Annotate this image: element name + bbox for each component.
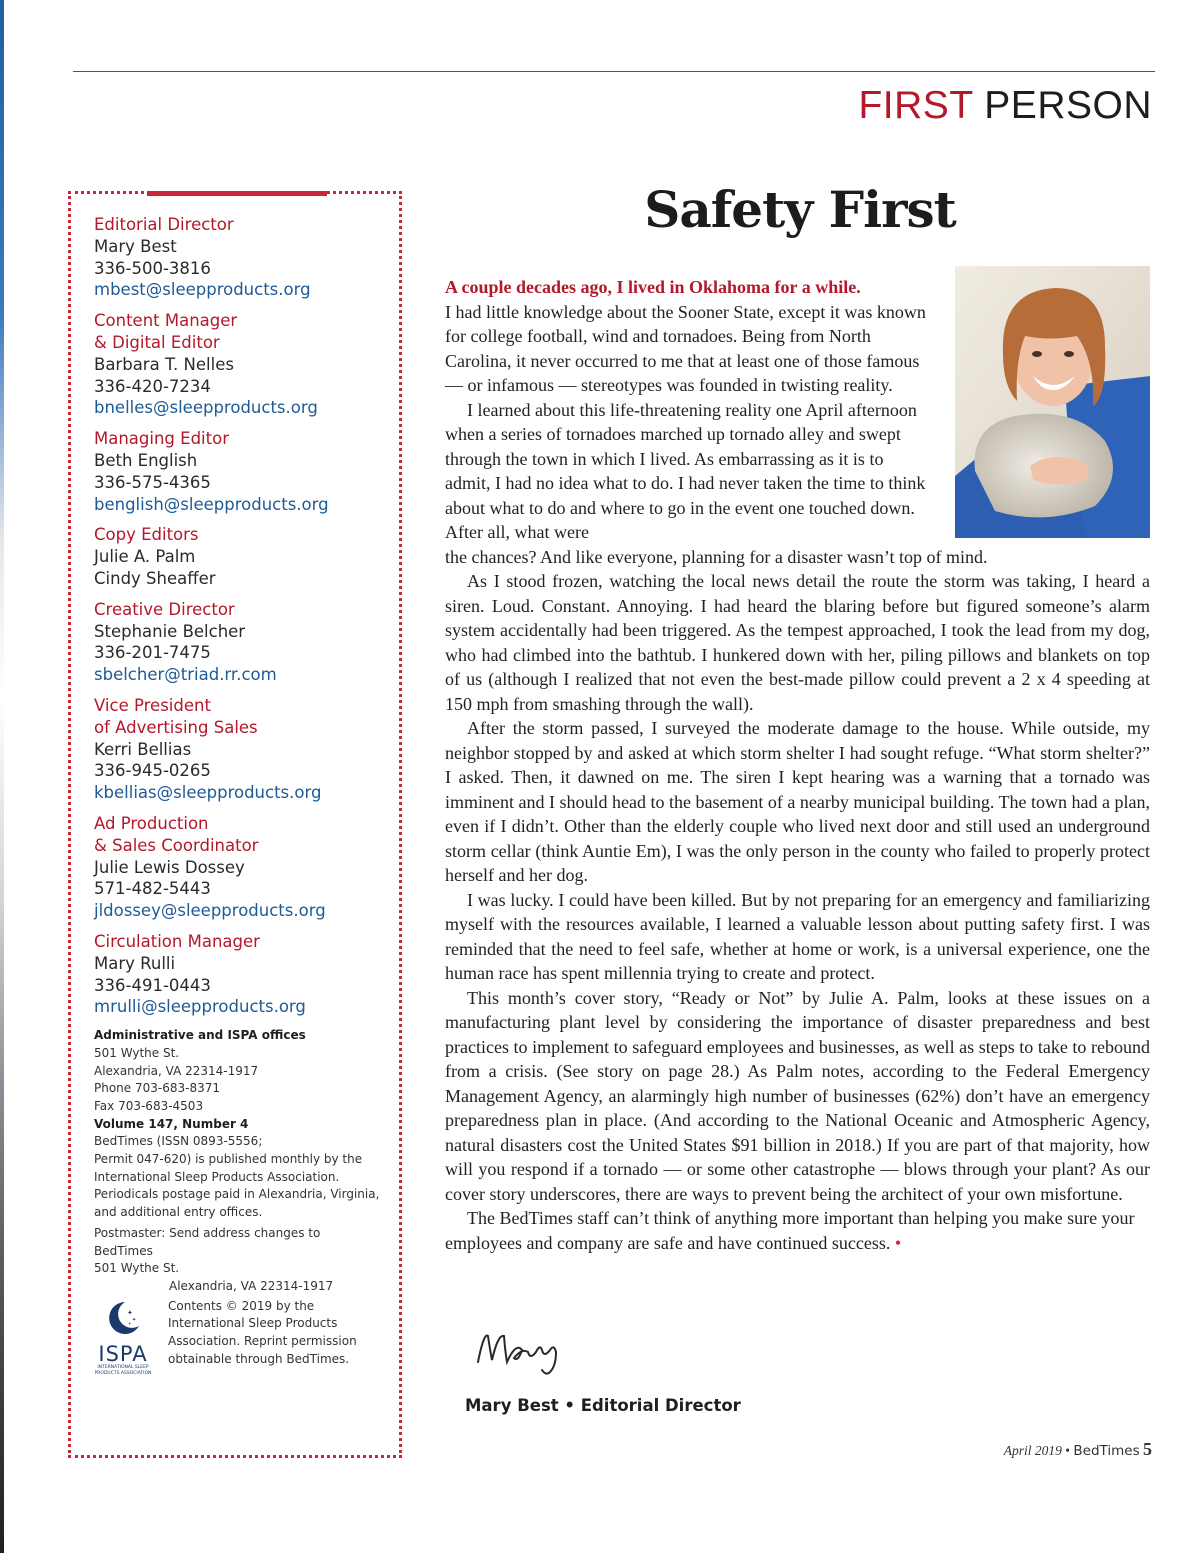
publication-line: BedTimes (ISSN 0893-5556;: [94, 1134, 263, 1149]
staff-detail: 336-500-3816: [94, 258, 211, 278]
ispa-credit: [94, 1298, 391, 1377]
staff-detail: Julie Lewis Dossey: [94, 857, 245, 877]
article-paragraph: I was lucky. I could have been killed. But by not preparing for an emergency and familiarizing myself with the resources available, I learned a valuable lesson about putting safety first. I was reminded that the need to feel safe, whether at home or work, is a universal experience, one the human race has spent millennia trying to create and protect.: [445, 889, 1150, 983]
page-number: 5: [1143, 1439, 1152, 1459]
postmaster-line: Postmaster: Send address changes to: [94, 1225, 321, 1240]
section-header-second: PERSON: [984, 84, 1152, 127]
volume-number: Volume 147, Number 4: [94, 1116, 249, 1131]
svg-text:✦: ✦: [132, 1316, 137, 1323]
footer-separator: •: [1065, 1443, 1071, 1458]
staff-entry: [94, 524, 391, 589]
section-header: [858, 84, 1152, 128]
postmaster-line: 501 Wythe St.: [94, 1261, 180, 1276]
staff-detail: 336-201-7475: [94, 643, 211, 663]
staff-role: & Digital Editor: [94, 332, 220, 352]
publication-line: Periodicals postage paid in Alexandria, Virginia,: [94, 1187, 380, 1202]
staff-detail: Barbara T. Nelles: [94, 354, 234, 374]
page-edge-strip: [0, 0, 4, 1553]
staff-entry: [94, 931, 391, 1018]
page-footer: [1004, 1439, 1152, 1460]
staff-role: Vice President: [94, 695, 211, 715]
staff-entry: [94, 310, 391, 419]
ispa-wordmark: ISPA: [98, 1342, 148, 1367]
staff-entry: [94, 599, 391, 686]
copyright-line: International Sleep Products: [168, 1316, 338, 1331]
signature-image: [470, 1322, 600, 1377]
publication-line: and additional entry offices.: [94, 1205, 263, 1220]
lead-highlight: A couple decades ago, I lived in Oklahoma for a while.: [445, 277, 861, 297]
staff-detail: Beth English: [94, 450, 198, 470]
copyright-block: [168, 1298, 357, 1369]
sign-off: Mary Best • Editorial Director: [465, 1396, 741, 1415]
ispa-logo: [94, 1298, 152, 1377]
article-title: Safety First: [644, 180, 956, 239]
staff-role: Editorial Director: [94, 215, 234, 234]
ispa-subtext: INTERNATIONAL SLEEP: [97, 1365, 149, 1371]
issue-date: April 2019: [1003, 1443, 1062, 1458]
staff-entry: [94, 813, 391, 922]
staff-detail: Mary Rulli: [94, 953, 176, 973]
staff-role: of Advertising Sales: [94, 717, 258, 737]
staff-email-link[interactable]: mrulli@sleepproducts.org: [94, 997, 306, 1017]
masthead-content: [94, 214, 391, 1376]
copyright-line: Contents © 2019 by the: [168, 1298, 315, 1313]
staff-detail: 336-575-4365: [94, 472, 211, 492]
postmaster-line: BedTimes: [94, 1243, 153, 1258]
staff-list: [94, 214, 391, 1018]
staff-role: Creative Director: [94, 599, 235, 619]
offices-line: Alexandria, VA 22314-1917: [94, 1063, 259, 1078]
article-paragraph: [445, 275, 930, 398]
postmaster-city: Alexandria, VA 22314-1917: [169, 1278, 334, 1293]
moon-stars-icon: [103, 1298, 143, 1338]
staff-detail: 336-420-7234: [94, 376, 211, 396]
staff-role: Ad Production: [94, 813, 209, 833]
staff-entry: [94, 214, 391, 301]
masthead-box: [68, 191, 402, 1458]
staff-email-link[interactable]: kbellias@sleepproducts.org: [94, 783, 322, 803]
staff-detail: Cindy Sheaffer: [94, 568, 216, 588]
staff-entry: [94, 428, 391, 515]
offices-line: 501 Wythe St.: [94, 1045, 180, 1060]
article-paragraph: This month’s cover story, “Ready or Not” by Julie A. Palm, looks at these issues on a manufacturing plant level by considering the importance of disaster preparedness and best practices to implement to safeguard employees and businesses, as well as steps to take to rebound from a crisis. (See story on page 28.) As Palm notes, according to the Federal Emergency Management Agency, an alarmingly high number of businesses (62%) don’t have an emergency preparedness plan in place. (And according to the National Oceanic and Atmospheric Agency, natural disasters cost the United States $91 billion in 2018.) If you are part of that majority, how will you respond if a tornado — or some other catastrophe — blows through your plant? As our cover story underscores, there are ways to prevent being the architect of your own misfortune.: [445, 987, 1150, 1204]
copyright-line: Association. Reprint permission: [168, 1334, 357, 1349]
header-rule: [73, 71, 1155, 72]
staff-detail: 336-945-0265: [94, 761, 211, 781]
closing-text: The BedTimes staff can’t think of anything more important than helping you make sure your employees and company are safe and have continued success.: [445, 1208, 1135, 1253]
copyright-line: obtainable through BedTimes.: [168, 1351, 350, 1366]
offices-line: Fax 703-683-4503: [94, 1098, 204, 1113]
staff-detail: Stephanie Belcher: [94, 621, 246, 641]
staff-role: Content Manager: [94, 311, 238, 331]
staff-email-link[interactable]: jldossey@sleepproducts.org: [94, 901, 326, 921]
staff-email-link[interactable]: sbelcher@triad.rr.com: [94, 665, 277, 685]
ispa-subtext: PRODUCTS ASSOCIATION: [94, 1370, 152, 1376]
staff-email-link[interactable]: bnelles@sleepproducts.org: [94, 398, 318, 418]
staff-detail: 571-482-5443: [94, 879, 211, 899]
section-header-first: FIRST: [858, 84, 973, 127]
article-paragraph: After the storm passed, I surveyed the moderate damage to the house. While outside, my neighbor stopped by and asked at which storm shelter I had sought refuge. “What storm shelter?” I asked. Then, it dawned on me. The siren I kept hearing was a warning that a tornado was imminent and I should head to the basement of a nearby municipal building. The town had a plan, even if I didn’t. Other than the elderly couple who lived next door and still used an underground storm cellar (think Auntie Em), I was the only person in the county who failed to properly protect herself and her dog.: [445, 718, 1150, 885]
end-mark: •: [894, 1232, 902, 1253]
svg-text:✦: ✦: [128, 1320, 132, 1326]
staff-email-link[interactable]: benglish@sleepproducts.org: [94, 494, 329, 514]
article-closing-paragraph: [445, 1206, 1150, 1255]
staff-email-link[interactable]: mbest@sleepproducts.org: [94, 280, 311, 300]
article-paragraph: I learned about this life-threatening reality one April afternoon when a series of tornadoes marched up tornado alley and swept through the town in which I lived. As embarrassing as it is to admit, I had no idea what to do. I had never taken the time to think about what to do and where to go in the event one touched down. After all, what were: [445, 399, 926, 542]
staff-role: Circulation Manager: [94, 931, 260, 951]
handwritten-signature: [470, 1322, 600, 1377]
publication-line: Permit 047-620) is published monthly by the: [94, 1152, 363, 1167]
article-paragraph-continuation: the chances? And like everyone, planning for a disaster wasn’t top of mind.: [445, 546, 988, 567]
staff-role: & Sales Coordinator: [94, 835, 259, 855]
staff-role: Managing Editor: [94, 429, 229, 449]
article-paragraph: As I stood frozen, watching the local news detail the route the storm was taking, I heard a siren. Loud. Constant. Annoying. I had heard the blaring before but figured someone’s alarm system accidentally had been triggered. As the tempest approached, I took the lead from my dog, who had climbed into the bathtub. I hunkered down with her, piling pillows and blankets on top of us (although I realized that not even the best-made pillow could prevent a 2 x 4 speeding at 150 mph from smashing through the wall).: [445, 571, 1150, 714]
article-body: [445, 275, 1150, 1255]
publication-name: BedTimes: [1073, 1443, 1140, 1459]
staff-detail: Kerri Bellias: [94, 739, 192, 759]
publication-line: International Sleep Products Association.: [94, 1169, 340, 1184]
staff-detail: Mary Best: [94, 236, 177, 256]
staff-entry: [94, 695, 391, 804]
svg-text:✦: ✦: [127, 1308, 133, 1317]
offices-block: [94, 1027, 391, 1376]
staff-detail: 336-491-0443: [94, 975, 211, 995]
masthead-accent-bar: [147, 191, 327, 196]
staff-detail: Julie A. Palm: [94, 547, 196, 567]
offices-heading: Administrative and ISPA offices: [94, 1028, 306, 1043]
staff-role: Copy Editors: [94, 525, 199, 545]
offices-line: Phone 703-683-8371: [94, 1081, 220, 1096]
lead-paragraph-text: I had little knowledge about the Sooner State, except it was known for college football, wind and tornadoes. Being from North Carolina, it never occurred to me that at least one of those famous — or infamous — stereotypes was founded in twisting reality.: [445, 301, 926, 395]
